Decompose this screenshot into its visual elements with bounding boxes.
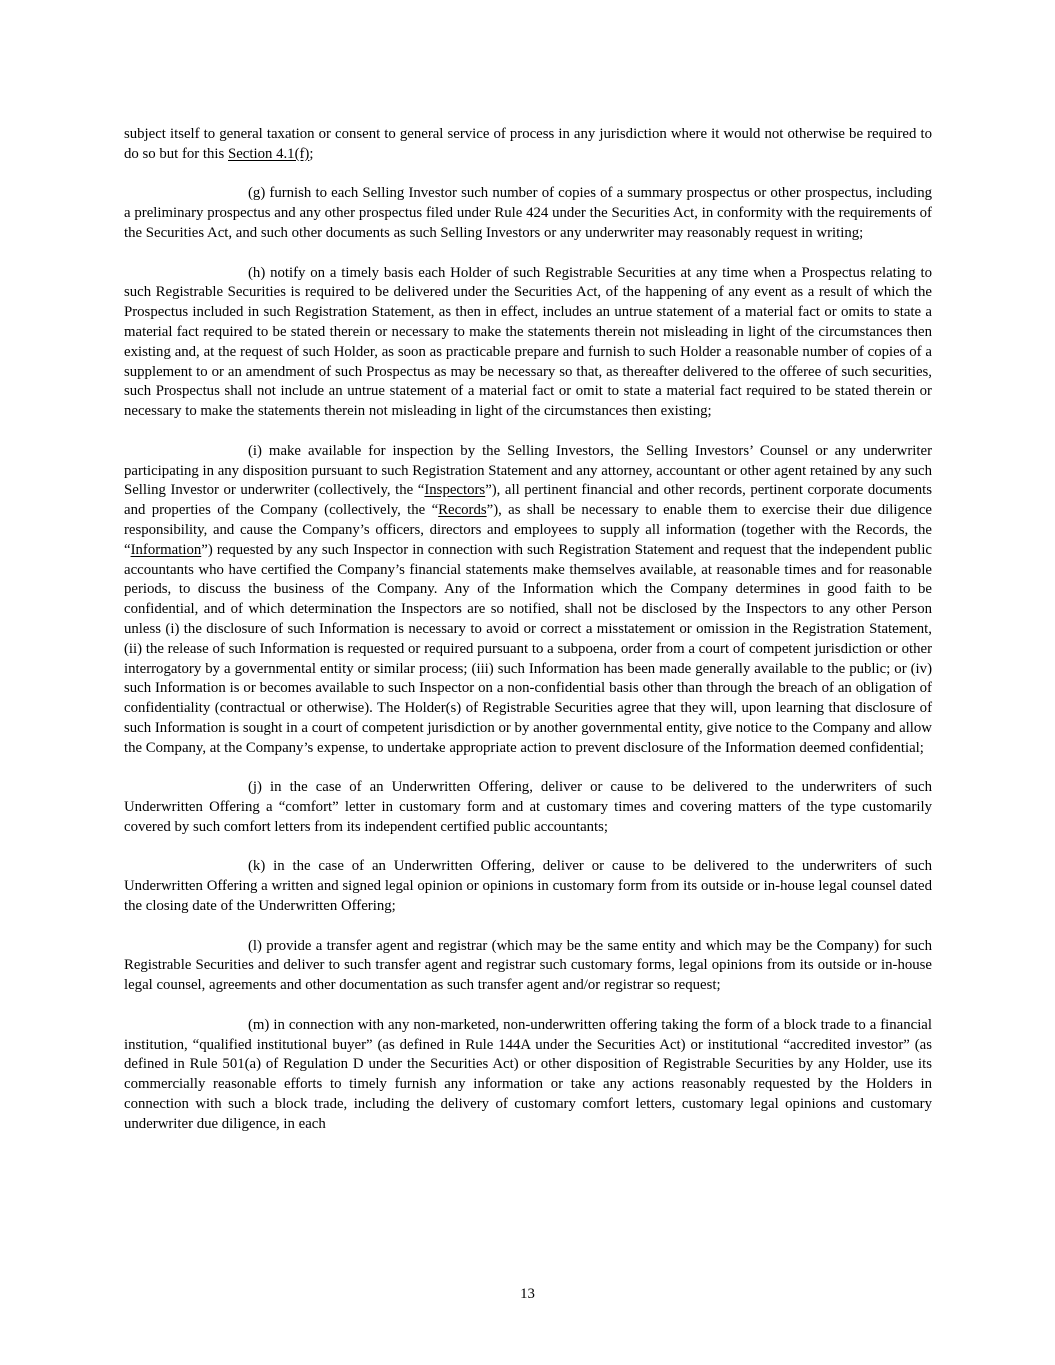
defined-term: Inspectors <box>424 482 486 499</box>
paragraph-gap <box>124 759 932 779</box>
paragraph-clause-l: (l) provide a transfer agent and registrar (which may be the same entity and which may be the Company) for such Registrable Securities and deliver to such transfer agent and registrar such customary forms, legal opinions from its outside or in-house legal counsel, agreements and other documentation as such transfer agent and/or registrar so request; <box>124 937 932 994</box>
defined-term: Records <box>438 502 487 519</box>
paragraph-clause-j: (j) in the case of an Underwritten Offering, deliver or cause to be delivered to the underwriters of such Underwritten Offering a “comfort” letter in customary form and at customary times and covering matters of the type customarily covered by such comfort letters from its independent certified public accountants; <box>124 779 932 835</box>
page-number: 13 <box>520 1286 535 1302</box>
paragraph-clause-m: (m) in connection with any non-marketed, non-underwritten offering taking the form of a block trade to a financial institution, “qualified institutional buyer” (as defined in Rule 144A under the Securities Act) or institutional “accredited investor” (as defined in Rule 501(a) of Regulation D under the Securities Act) or other disposition of Registrable Securities by any Holder, use its commercially reasonable efforts to timely furnish any information or take any actions reasonably requested by the Holders in connection with such a block trade, including the delivery of customary comfort letters, customary legal opinions and customary underwriter due diligence, in each <box>124 1016 932 1132</box>
defined-term: Information <box>130 541 202 558</box>
paragraph-clause-g: (g) furnish to each Selling Investor such number of copies of a summary prospectus or other prospectus, including a preliminary prospectus and any other prospectus filed under Rule 424 under the Securities Act, in conformity with the requirements of the Securities Act, and such other documents as such Selling Investors or any underwriter may reasonably request in writing; <box>124 185 932 241</box>
paragraph-gap <box>124 422 932 442</box>
paragraph-clause-h: (h) notify on a timely basis each Holder of such Registrable Securities at any time when a Prospectus relating to such Registrable Securities is required to be delivered under the Securities Act, of the happening of any event as a result of which the Prospectus included in such Registration Statement, as then in effect, includes an untrue statement of a material fact or omits to state a material fact required to be stated therein or necessary to make the statements therein not misleading in light of the circumstances then existing and, at the request of such Holder, as soon as practicable prepare and furnish to such Holder a reasonable number of copies of a supplement to or an amendment of such Prospectus as may be necessary so that, as thereafter delivered to the offeree of such securities, such Prospectus shall not include an untrue statement of a material fact or omit to state a material fact required to be stated therein or necessary to make the statements therein not misleading in light of the circumstances then existing; <box>124 264 932 420</box>
paragraph-clause-k: (k) in the case of an Underwritten Offering, deliver or cause to be delivered to the underwriters of such Underwritten Offering a written and signed legal opinion or opinions in customary form from its outside or in-house legal counsel dated the closing date of the Underwritten Offering; <box>124 858 932 915</box>
paragraph-gap <box>124 838 932 858</box>
paragraph-continuation: subject itself to general taxation or consent to general service of process in any jurisdiction where it would not otherwise be required to do so but for this Section 4.1(f); <box>124 126 932 162</box>
defined-term: Section 4.1(f) <box>228 145 310 162</box>
document-body <box>124 125 932 1135</box>
paragraph-gap <box>124 917 932 937</box>
paragraph-gap <box>124 244 932 264</box>
paragraph-gap <box>124 165 932 185</box>
paragraph-clause-i: (i) make available for inspection by the Selling Investors, the Selling Investors’ Counsel or any underwriter participating in any disposition pursuant to such Registration Statement and any attorney, accountant or other agent retained by any such Selling Investor or underwriter (collectively, the “Inspectors”), all pertinent financial and other records, pertinent corporate documents and properties of the Company (collectively, the “Records”), as shall be necessary to enable them to exercise their due diligence responsibility, and cause the Company’s officers, directors and employees to supply all information (together with the Records, the “Information”) requested by any such Inspector in connection with such Registration Statement and request that the independent public accountants who have certified the Company’s financial statements make themselves available, at reasonable times and for reasonable periods, to discuss the business of the Company. Any of the Information which the Company determines in good faith to be confidential, and of which determination the Inspectors are so notified, shall not be disclosed by the Inspectors to any other Person unless (i) the disclosure of such Information is necessary to avoid or correct a misstatement or omission in the Registration Statement, (ii) the release of such Information is requested or required pursuant to a subpoena, order from a court of competent jurisdiction or other interrogatory by a governmental entity or similar process; (iii) such Information has been made generally available to the public; or (iv) such Information is or becomes available to such Inspector on a non-confidential basis other than through the breach of an obligation of confidentiality (contractual or otherwise). The Holder(s) of Registrable Securities agree that they will, upon learning that disclosure of such Information is sought in a court of competent jurisdiction or by another governmental entity, give notice to the Company and allow the Company, at the Company’s expense, to undertake appropriate action to prevent disclosure of the Information deemed confidential; <box>124 442 933 756</box>
paragraph-gap <box>124 996 932 1016</box>
